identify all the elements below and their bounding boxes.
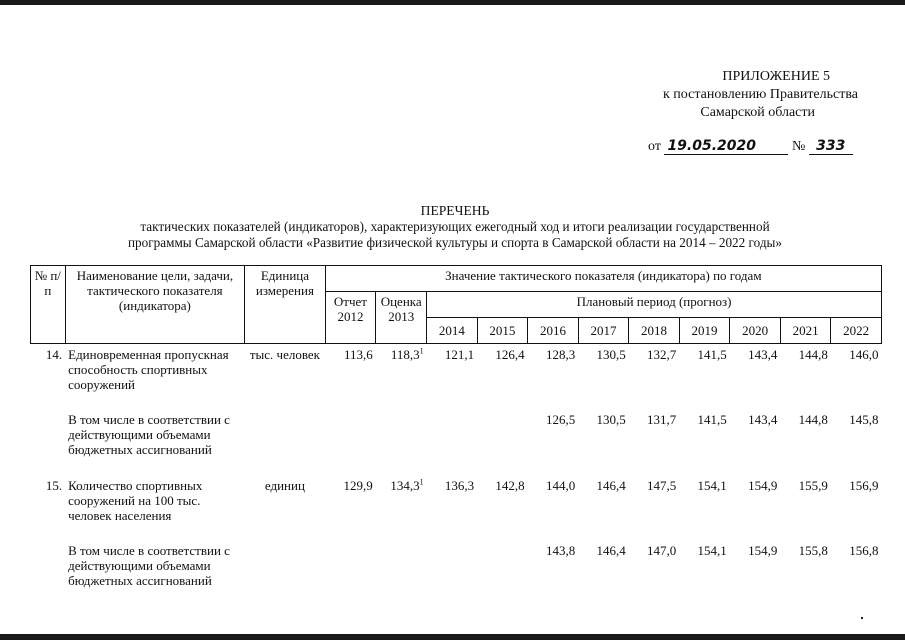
header-year: 2022 <box>831 318 882 344</box>
indicators-table <box>30 265 882 588</box>
header-year: 2014 <box>427 318 478 344</box>
row-year-value: 143,4 <box>748 412 778 427</box>
row-year-value: 128,3 <box>545 347 576 362</box>
title-heading: ПЕРЕЧЕНЬ <box>420 203 490 218</box>
header-year: 2020 <box>730 318 781 344</box>
header-number: № п/п <box>31 266 66 344</box>
document-title <box>60 203 850 251</box>
header-estimate: Оценка 2013 <box>376 292 427 344</box>
row-year-value: 144,8 <box>798 412 828 427</box>
row-name: В том числе в соответствии с действующими объемами бюджетных ассигнований <box>68 543 230 588</box>
header-year: 2015 <box>477 318 528 344</box>
from-label: от <box>648 139 661 154</box>
row-year-value: 154,9 <box>748 543 778 558</box>
table-row <box>31 344 882 393</box>
row-number: 15. <box>45 478 63 493</box>
row-year-value: 147,0 <box>647 543 677 558</box>
row-year-value: 130,5 <box>596 412 626 427</box>
table-row <box>31 541 882 588</box>
row-report-value: 129,9 <box>343 478 373 493</box>
row-spacer <box>31 392 882 410</box>
row-year-value: 156,9 <box>849 478 879 493</box>
header-unit: Единица измерения <box>245 266 325 344</box>
header-plan: Плановый период (прогноз) <box>427 292 882 318</box>
row-estimate-cell <box>376 344 427 393</box>
header-year: 2019 <box>679 318 730 344</box>
row-number <box>31 541 66 588</box>
number-label: № <box>791 139 806 154</box>
row-year-value: 143,8 <box>545 543 576 558</box>
header-name: Наименование цели, задачи, тактического показателя (индикатора) <box>65 266 245 344</box>
header-report: Отчет 2012 <box>325 292 376 344</box>
row-year-value: 154,1 <box>697 478 727 493</box>
resolution-reference <box>648 139 853 155</box>
row-spacer <box>31 523 882 541</box>
row-year-value: 155,8 <box>798 543 828 558</box>
row-year-value: 154,9 <box>748 478 778 493</box>
row-estimate-value <box>376 410 427 457</box>
row-year-value <box>477 410 528 457</box>
row-report-value: 113,6 <box>343 347 373 362</box>
row-unit: тыс. человек <box>249 347 320 362</box>
row-year-value <box>427 410 478 457</box>
scan-speck <box>861 617 863 619</box>
row-unit <box>245 541 325 588</box>
header-values: Значение тактического показателя (индикатора) по годам <box>325 266 881 292</box>
row-number <box>31 410 66 457</box>
footnote-mark: 1 <box>419 346 424 356</box>
appendix-line-2: к постановлению Правительства <box>662 87 858 102</box>
row-year-value: 144,8 <box>798 347 828 362</box>
row-year-value: 136,3 <box>444 478 475 493</box>
table-row <box>31 410 882 457</box>
header-year: 2021 <box>780 318 831 344</box>
row-year-value: 141,5 <box>697 412 727 427</box>
header-year: 2016 <box>528 318 579 344</box>
row-year-value: 146,0 <box>849 347 879 362</box>
row-unit <box>245 410 325 457</box>
row-year-value: 131,7 <box>647 412 677 427</box>
header-year: 2017 <box>578 318 629 344</box>
row-estimate-cell <box>376 475 427 523</box>
row-year-value: 141,5 <box>697 347 727 362</box>
row-year-value: 156,8 <box>849 543 879 558</box>
row-year-value: 146,4 <box>596 478 626 493</box>
row-year-value: 142,8 <box>495 478 525 493</box>
row-year-value <box>427 541 478 588</box>
row-report-value <box>325 410 376 457</box>
row-number: 14. <box>45 347 63 362</box>
row-year-value: 121,1 <box>444 347 475 362</box>
footnote-mark: 1 <box>419 477 424 487</box>
row-year-value: 130,5 <box>596 347 626 362</box>
row-year-value: 132,7 <box>647 347 677 362</box>
row-year-value: 147,5 <box>647 478 677 493</box>
row-spacer <box>31 457 882 475</box>
row-year-value: 155,9 <box>798 478 828 493</box>
row-name: Единовременная пропускная способность спортивных сооружений <box>68 347 229 392</box>
handwritten-number: 333 <box>809 139 853 155</box>
row-year-value: 144,0 <box>545 478 576 493</box>
row-estimate-value: 134,3 <box>390 478 420 493</box>
row-report-value <box>325 541 376 588</box>
title-line-2: тактических показателей (индикаторов), характеризующих ежегодный ход и итоги реализации государственной <box>140 219 770 234</box>
appendix-line-3: Самарской области <box>700 105 815 120</box>
header-year: 2018 <box>629 318 680 344</box>
row-name: В том числе в соответствии с действующими объемами бюджетных ассигнований <box>68 412 230 457</box>
row-year-value: 126,5 <box>545 412 576 427</box>
row-year-value: 145,8 <box>849 412 879 427</box>
row-year-value: 154,1 <box>697 543 727 558</box>
bottom-border <box>0 634 905 640</box>
table-row <box>31 475 882 523</box>
row-estimate-value: 118,3 <box>390 347 420 362</box>
row-estimate-value <box>376 541 427 588</box>
appendix-block <box>663 68 858 122</box>
row-name: Количество спортивных сооружений на 100 тыс. человек населения <box>68 478 203 523</box>
row-year-value <box>477 541 528 588</box>
title-line-3: программы Самарской области «Развитие физической культуры и спорта в Самарской области на 2014 – 2022 годы» <box>128 235 782 250</box>
row-year-value: 126,4 <box>495 347 525 362</box>
row-year-value: 143,4 <box>748 347 778 362</box>
row-year-value: 146,4 <box>596 543 626 558</box>
row-unit: единиц <box>264 478 305 493</box>
top-border <box>0 0 905 5</box>
handwritten-date: 19.05.2020 <box>664 139 788 155</box>
header-row-1 <box>31 266 882 292</box>
appendix-title: ПРИЛОЖЕНИЕ 5 <box>722 69 830 84</box>
